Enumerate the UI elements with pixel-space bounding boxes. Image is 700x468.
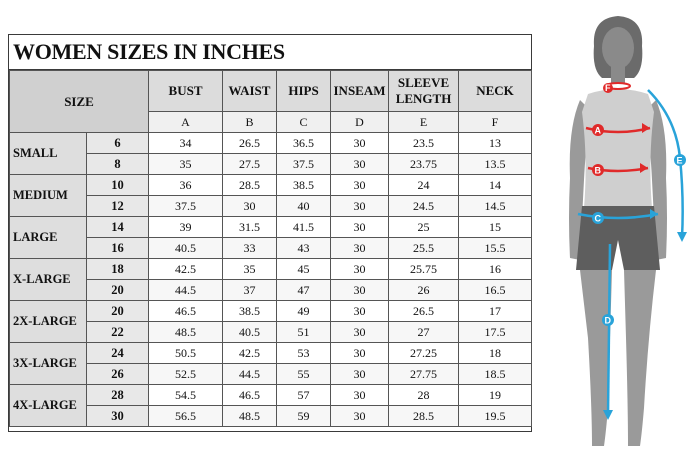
measurement-cell: 14.5: [459, 196, 532, 217]
measurement-cell: 51: [277, 322, 331, 343]
measurement-cell: 26: [389, 280, 459, 301]
measurement-cell: 13: [459, 133, 532, 154]
measurement-cell: 28: [389, 385, 459, 406]
measurement-cell: 52.5: [149, 364, 223, 385]
measurement-cell: 38.5: [277, 175, 331, 196]
measurement-cell: 36.5: [277, 133, 331, 154]
measurement-cell: 30: [331, 196, 389, 217]
measurement-cell: 26.5: [223, 133, 277, 154]
svg-text:D: D: [604, 315, 611, 326]
measurement-cell: 30: [331, 364, 389, 385]
measurement-cell: 30: [331, 406, 389, 427]
measurement-cell: 17.5: [459, 322, 532, 343]
size-header: SIZE: [10, 71, 149, 133]
table-row: [10, 280, 532, 301]
measurement-cell: 30: [331, 259, 389, 280]
measurement-cell: 23.5: [389, 133, 459, 154]
table-row: [10, 133, 532, 154]
measurement-cell: 30: [331, 133, 389, 154]
body-measurement-diagram: [548, 8, 696, 460]
measurement-cell: 28.5: [389, 406, 459, 427]
size-table: [9, 70, 532, 427]
size-group-label: MEDIUM: [10, 175, 87, 217]
measurement-cell: 13.5: [459, 154, 532, 175]
measurement-cell: 26.5: [389, 301, 459, 322]
svg-text:F: F: [605, 83, 611, 93]
measurement-cell: 46.5: [149, 301, 223, 322]
measurement-cell: 30: [331, 280, 389, 301]
measurement-cell: 17: [459, 301, 532, 322]
svg-text:A: A: [594, 125, 601, 136]
table-row: [10, 238, 532, 259]
size-number: 10: [87, 175, 149, 196]
size-number: 30: [87, 406, 149, 427]
size-number: 20: [87, 280, 149, 301]
measurement-cell: 30: [223, 196, 277, 217]
table-row: [10, 385, 532, 406]
measurement-cell: 14: [459, 175, 532, 196]
size-group-label: X-LARGE: [10, 259, 87, 301]
size-number: 26: [87, 364, 149, 385]
top-shape: [582, 89, 654, 208]
col-header-hips: HIPS: [277, 71, 331, 112]
measurement-cell: 46.5: [223, 385, 277, 406]
head-shape: [602, 27, 634, 69]
measurement-cell: 30: [331, 217, 389, 238]
col-letter: B: [223, 112, 277, 133]
col-letter: F: [459, 112, 532, 133]
measurement-cell: 27.5: [223, 154, 277, 175]
measurement-cell: 28.5: [223, 175, 277, 196]
measurement-cell: 15: [459, 217, 532, 238]
col-header-bust: BUST: [149, 71, 223, 112]
measurement-cell: 35: [223, 259, 277, 280]
size-number: 22: [87, 322, 149, 343]
measurement-cell: 30: [331, 238, 389, 259]
measurement-cell: 25.75: [389, 259, 459, 280]
measurement-cell: 33: [223, 238, 277, 259]
table-row: [10, 217, 532, 238]
measurement-cell: 43: [277, 238, 331, 259]
col-header-sleeve-length: SLEEVE LENGTH: [389, 71, 459, 112]
col-letter: C: [277, 112, 331, 133]
measurement-cell: 40.5: [149, 238, 223, 259]
measurement-cell: 30: [331, 322, 389, 343]
measurement-cell: 48.5: [223, 406, 277, 427]
measurement-cell: 44.5: [149, 280, 223, 301]
size-group-label: LARGE: [10, 217, 87, 259]
measurement-cell: 30: [331, 175, 389, 196]
measurement-cell: 18: [459, 343, 532, 364]
measurement-cell: 39: [149, 217, 223, 238]
measurement-cell: 19.5: [459, 406, 532, 427]
measurement-cell: 55: [277, 364, 331, 385]
measurement-cell: 50.5: [149, 343, 223, 364]
left-leg-shape: [580, 270, 612, 446]
measurement-cell: 35: [149, 154, 223, 175]
size-number: 28: [87, 385, 149, 406]
size-number: 20: [87, 301, 149, 322]
measurement-cell: 37: [223, 280, 277, 301]
chart-title: WOMEN SIZES IN INCHES: [9, 35, 531, 70]
measurement-cell: 37.5: [149, 196, 223, 217]
measurement-cell: 24: [389, 175, 459, 196]
table-row: [10, 259, 532, 280]
size-number: 16: [87, 238, 149, 259]
measurement-cell: 23.75: [389, 154, 459, 175]
measurement-cell: 18.5: [459, 364, 532, 385]
measurement-cell: 19: [459, 385, 532, 406]
size-number: 18: [87, 259, 149, 280]
measurement-cell: 16: [459, 259, 532, 280]
measurement-cell: 27: [389, 322, 459, 343]
size-number: 12: [87, 196, 149, 217]
measurement-cell: 53: [277, 343, 331, 364]
table-row: [10, 196, 532, 217]
col-header-inseam: INSEAM: [331, 71, 389, 112]
size-number: 6: [87, 133, 149, 154]
neck-shape: [611, 66, 625, 84]
measurement-cell: 34: [149, 133, 223, 154]
measurement-cell: 49: [277, 301, 331, 322]
col-header-neck: NECK: [459, 71, 532, 112]
measurement-cell: 24.5: [389, 196, 459, 217]
svg-text:B: B: [594, 165, 601, 176]
measurement-cell: 44.5: [223, 364, 277, 385]
table-row: [10, 364, 532, 385]
size-group-label: 3X-LARGE: [10, 343, 87, 385]
col-letter: D: [331, 112, 389, 133]
svg-text:C: C: [594, 213, 601, 224]
right-leg-shape: [624, 270, 656, 446]
measurement-cell: 59: [277, 406, 331, 427]
size-number: 24: [87, 343, 149, 364]
size-group-label: SMALL: [10, 133, 87, 175]
measurement-cell: 41.5: [277, 217, 331, 238]
measurement-cell: 54.5: [149, 385, 223, 406]
measurement-cell: 27.25: [389, 343, 459, 364]
measurement-cell: 47: [277, 280, 331, 301]
measurement-cell: 57: [277, 385, 331, 406]
col-letter: E: [389, 112, 459, 133]
size-group-label: 4X-LARGE: [10, 385, 87, 427]
measurement-cell: 31.5: [223, 217, 277, 238]
measurement-cell: 30: [331, 154, 389, 175]
measurement-cell: 30: [331, 385, 389, 406]
measurement-cell: 15.5: [459, 238, 532, 259]
measurement-cell: 36: [149, 175, 223, 196]
measurement-cell: 27.75: [389, 364, 459, 385]
measurement-cell: 56.5: [149, 406, 223, 427]
measurement-cell: 30: [331, 301, 389, 322]
table-row: [10, 322, 532, 343]
measurement-cell: 42.5: [223, 343, 277, 364]
table-row: [10, 175, 532, 196]
measurement-cell: 30: [331, 343, 389, 364]
measurement-cell: 40: [277, 196, 331, 217]
size-number: 14: [87, 217, 149, 238]
table-row: [10, 343, 532, 364]
svg-text:E: E: [676, 155, 683, 166]
size-chart: [8, 34, 532, 432]
col-header-waist: WAIST: [223, 71, 277, 112]
measurement-cell: 40.5: [223, 322, 277, 343]
measurement-cell: 25.5: [389, 238, 459, 259]
measurement-cell: 45: [277, 259, 331, 280]
table-row: [10, 154, 532, 175]
measurement-cell: 25: [389, 217, 459, 238]
table-row: [10, 406, 532, 427]
measurement-cell: 16.5: [459, 280, 532, 301]
measurement-cell: 48.5: [149, 322, 223, 343]
measurement-cell: 37.5: [277, 154, 331, 175]
size-number: 8: [87, 154, 149, 175]
col-letter: A: [149, 112, 223, 133]
measurement-cell: 38.5: [223, 301, 277, 322]
table-row: [10, 301, 532, 322]
measurement-cell: 42.5: [149, 259, 223, 280]
size-group-label: 2X-LARGE: [10, 301, 87, 343]
